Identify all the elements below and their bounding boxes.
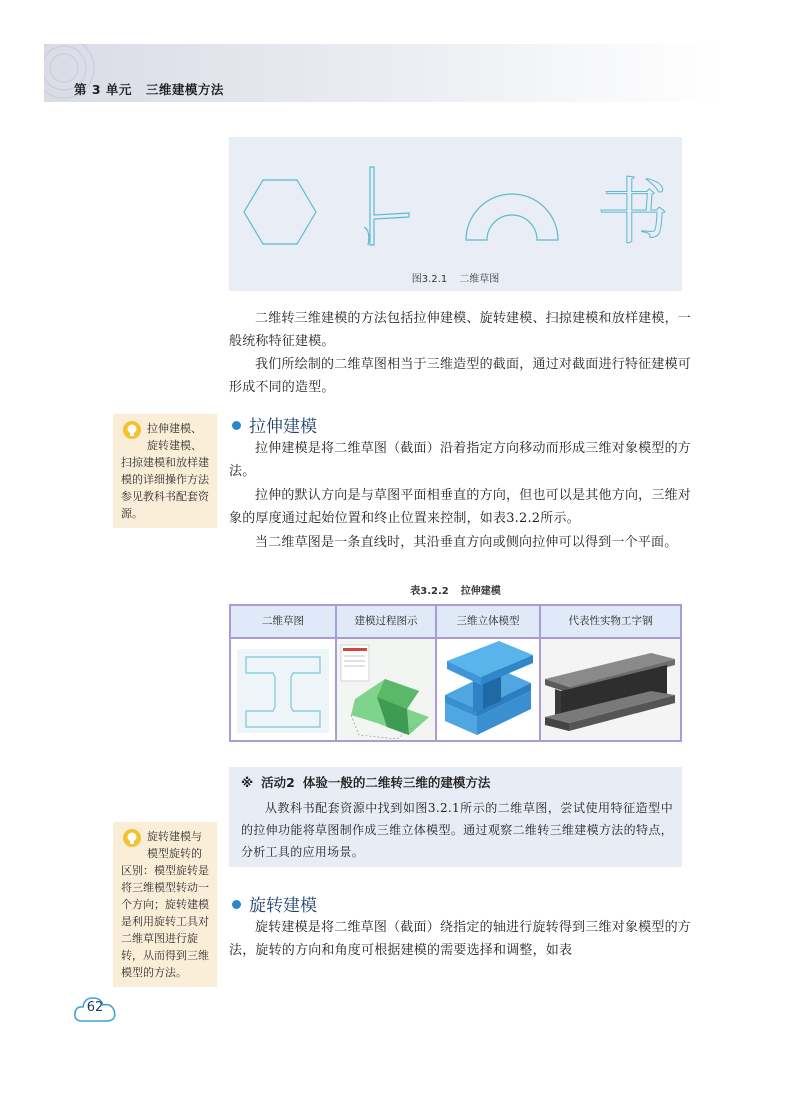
extrude-paragraph-2: 拉伸的默认方向是与草图平面相垂直的方向，但也可以是其他方向，三维对象的厚度通过起始位置和终止位置来控制，如表3.2.2所示。 (229, 488, 691, 526)
figure-number: 图3.2.1 (411, 274, 448, 285)
section-title-extrude: 拉伸建模 (249, 417, 317, 437)
side-note-revolve (113, 822, 217, 987)
section-heading-extrude (232, 412, 317, 437)
extrude-table (229, 604, 682, 742)
activity-title: 体验一般的二维转三维的建模方法 (302, 775, 491, 790)
steel-i-beam-photo (541, 639, 680, 740)
table-header-process: 建模过程图示 (337, 606, 435, 637)
intro-paragraph-1: 二维转三维建模的方法包括拉伸建模、旋转建模、扫掠建模和放样建模，一般统称特征建模。 (229, 311, 691, 349)
i-beam-3d-model-image (437, 639, 539, 740)
side-note-extrude-text: 拉伸建模、旋转建模、扫掠建模和放样建模的详细操作方法参见教科书配套资源。 (121, 422, 209, 520)
table-header-sketch: 二维草图 (231, 606, 335, 637)
bullet-dot-icon (232, 421, 241, 430)
activity-label: 活动2 (261, 775, 295, 790)
table-number: 表3.2.2 (410, 586, 449, 597)
section-heading-revolve (232, 891, 317, 916)
figure-caption-text: 二维草图 (459, 274, 500, 285)
i-beam-sketch-image (231, 639, 335, 740)
table-cell-sketch (231, 639, 335, 740)
extrude-paragraph-1: 拉伸建模是将二维草图（截面）沿着指定方向移动而形成三维对象模型的方法。 (229, 441, 691, 479)
intro-paragraph-2: 我们所绘制的二维草图相当于三维造型的截面，通过对截面进行特征建模可形成不同的造型。 (229, 357, 691, 395)
activity-heading (241, 773, 490, 791)
table-header-object: 代表性实物工字钢 (541, 606, 680, 637)
activity-box (229, 767, 682, 867)
page-number: 62 (86, 1000, 104, 1015)
header-title: 三维建模方法 (145, 82, 224, 97)
table-header-model: 三维立体模型 (437, 606, 539, 637)
extrude-process-image (337, 639, 435, 740)
arch-sketch (466, 194, 558, 240)
table-cell-model (437, 639, 539, 740)
table-caption-text: 拉伸建模 (460, 586, 501, 597)
sketch-drawings (229, 137, 682, 291)
header-unit: 第 3 单元 (74, 82, 132, 97)
side-note-extrude (113, 414, 217, 528)
table-cell-process (337, 639, 435, 740)
side-note-revolve-text: 旋转建模与模型旋转的区别：模型旋转是将三维模型转动一个方向；旋转建模是利用旋转工具对二维草图进行旋转，从而得到三维模型的方法。 (121, 830, 209, 979)
running-header (74, 80, 224, 98)
section-title-revolve: 旋转建模 (249, 896, 317, 916)
lightbulb-icon (121, 420, 143, 440)
activity-body: 从教科书配套资源中找到如图3.2.1所示的二维草图，尝试使用特征造型中的拉伸功能将草图制作成三维立体模型。通过观察二维转三维建模方法的特点，分析工具的应用场景。 (241, 801, 673, 859)
table-caption (229, 582, 682, 597)
table-cell-object (541, 639, 680, 740)
extrude-paragraph-3: 当二维草图是一条直线时，其沿垂直方向或侧向拉伸可以得到一个平面。 (255, 535, 678, 550)
lightbulb-icon (121, 828, 143, 848)
figure-caption (229, 270, 682, 285)
hexagon-sketch (244, 180, 316, 244)
activity-marker: ※ (241, 775, 254, 790)
revolve-paragraph-1: 旋转建模是将二维草图（截面）绕指定的轴进行旋转得到三维对象模型的方法，旋转的方向和角度可根据建模的需要选择和调整，如表 (229, 920, 691, 958)
bullet-dot-icon (232, 900, 241, 909)
t-beam-sketch (364, 167, 409, 245)
glyph-sketch: 书 (597, 170, 670, 254)
figure-2d-sketches (229, 137, 682, 291)
